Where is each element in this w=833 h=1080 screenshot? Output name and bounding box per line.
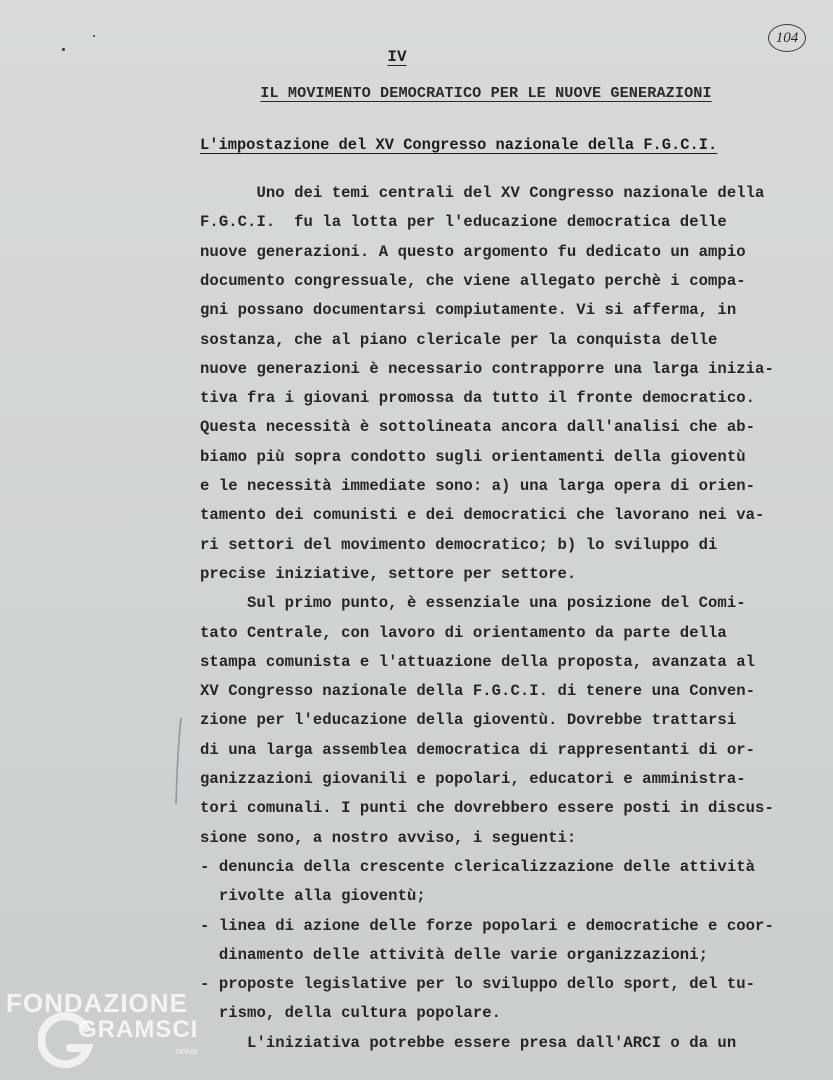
document-line: nuove generazioni è necessario contrapporre una larga inizia- — [200, 359, 774, 378]
chapter-number: IV — [387, 48, 407, 66]
document-line: zione per l'educazione della gioventù. Dovrebbe trattarsi — [200, 711, 737, 730]
document-line: Uno dei temi centrali del XV Congresso nazionale della — [200, 184, 765, 202]
document-line: - proposte legislative per lo sviluppo dello sport, del tu- — [200, 975, 756, 994]
document-line: - linea di azione delle forze popolari e democratiche e coor- — [200, 916, 774, 935]
margin-pencil-mark — [174, 716, 184, 806]
document-line: tori comunali. I punti che dovrebbero essere posti in discus- — [200, 799, 774, 818]
document-line: - denuncia della crescente clericalizzazione delle attività — [200, 857, 756, 876]
section-subtitle: L'impostazione del XV Congresso nazionale della F.G.C.I. — [200, 136, 718, 154]
document-line: tato Centrale, con lavoro di orientamento da parte della — [200, 623, 727, 642]
document-line: ganizzazioni giovanili e popolari, educatori e amministra- — [200, 770, 746, 788]
document-line: sione sono, a nostro avviso, i seguenti: — [200, 828, 577, 847]
document-line: stampa comunista e l'attuazione della proposta, avanzata al — [200, 652, 756, 671]
document-line: rismo, della cultura popolare. — [200, 1004, 502, 1023]
paper-speck — [62, 48, 65, 51]
document-line: L'iniziativa potrebbe essere presa dall'ARCI o da un — [200, 1033, 737, 1052]
document-line: di una larga assemblea democratica di rappresentanti di or- — [200, 740, 756, 759]
watermark-onlus-text: onlus — [176, 1046, 198, 1056]
document-line: Questa necessità è sottolineata ancora dall'analisi che ab- — [200, 418, 756, 437]
chapter-title: IL MOVIMENTO DEMOCRATICO PER LE NUOVE GENERAZIONI — [260, 84, 712, 102]
document-line: documento congressuale, che viene allegato perchè i compa- — [200, 271, 746, 290]
document-line: tiva fra i giovani promossa da tutto il fronte democratico. — [200, 389, 756, 408]
page-number: 104 — [768, 24, 806, 52]
document-line: ri settori del movimento democratico; b) lo sviluppo di — [200, 535, 718, 554]
document-line: gni possano documentarsi compiutamente. Vi si afferma, in — [200, 301, 737, 320]
watermark-fondazione-text: FONDAZIONE — [6, 988, 188, 1018]
document-line: F.G.C.I. fu la lotta per l'educazione democratica delle — [200, 213, 727, 232]
paper-speck — [93, 35, 95, 37]
document-line: e le necessità immediate sono: a) una larga opera di orien- — [200, 477, 756, 495]
fondazione-gramsci-watermark — [6, 988, 216, 1078]
document-line: precise iniziative, settore per settore. — [200, 564, 577, 583]
document-line: XV Congresso nazionale della F.G.C.I. di tenere una Conven- — [200, 682, 756, 701]
document-line: tamento dei comunisti e dei democratici che lavorano nei va- — [200, 506, 765, 525]
document-line: Sul primo punto, è essenziale una posizione del Comi- — [200, 594, 746, 613]
document-line: rivolte alla gioventù; — [200, 887, 426, 906]
document-line: sostanza, che al piano clericale per la conquista delle — [200, 330, 718, 349]
document-line: nuove generazioni. A questo argomento fu dedicato un ampio — [200, 242, 746, 261]
watermark-gramsci-text: GRAMSCI — [78, 1016, 199, 1043]
document-line: biamo più sopra condotto sugli orientamenti della gioventù — [200, 447, 746, 466]
document-line: dinamento delle attività delle varie organizzazioni; — [200, 945, 709, 964]
